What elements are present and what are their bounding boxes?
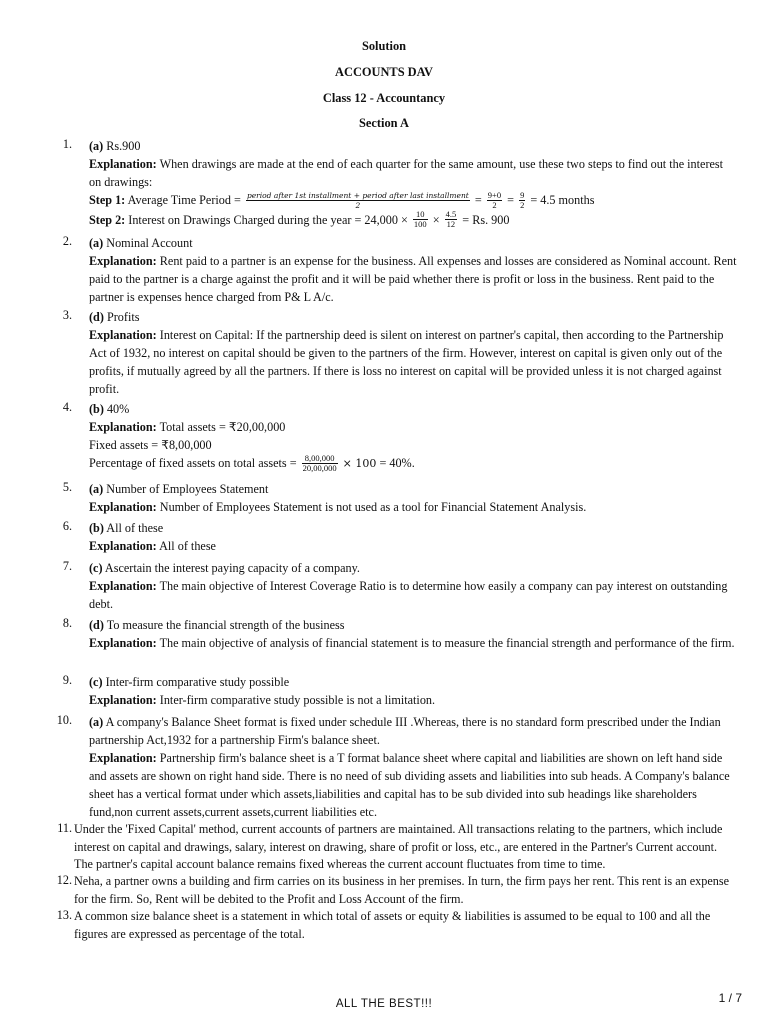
answer-text: Inter-firm comparative study possible: [105, 675, 290, 689]
answer-text: Profits: [106, 310, 140, 324]
explanation-text: Inter-firm comparative study possible is not a limitation.: [159, 693, 436, 707]
fraction-denominator: 2: [520, 199, 525, 210]
answer-text: Ascertain the interest paying capacity of a company.: [104, 561, 360, 575]
times-sign: ×: [432, 212, 440, 227]
answer-line: [89, 673, 737, 691]
school-name: ACCOUNTS DAV: [335, 65, 433, 79]
times-hundred: × 100: [342, 457, 377, 470]
explanation-text: Partnership firm's balance sheet is a T format balance sheet where capital and liabilities are shown on left hand side and assets are shown on right hand side. There is no need of sub dividing assets and liabilities into sub heads. A Company's balance sheet has a vertical format under which assets,liabilities and capital has to be sub divided into sub headings like shareholders fund,non current assets,current assets,current liabilities etc.: [89, 751, 730, 819]
answer-line: [89, 308, 737, 326]
step-1-line: [89, 191, 737, 211]
answer-text: All of these: [106, 521, 164, 535]
answer-line: [89, 137, 737, 155]
fraction-numerator: 9: [520, 189, 525, 200]
explanation-label: Explanation:: [89, 693, 157, 707]
answer-option: (c): [89, 561, 103, 575]
question-number: 7.: [62, 559, 72, 573]
fraction-denominator: 20,00,000: [302, 462, 337, 473]
answer-option: (a): [89, 236, 104, 250]
answer-line: [89, 713, 737, 749]
answer-line: [89, 559, 737, 577]
explanation-label: Explanation:: [89, 328, 157, 342]
fraction-numerator: 9+0: [487, 189, 502, 200]
explanation-label: Explanation:: [89, 157, 157, 171]
explanation-label: Explanation:: [89, 636, 157, 650]
fraction-denominator: 2: [492, 199, 497, 210]
section-heading: Section A: [359, 116, 409, 130]
class-title: Class 12 - Accountancy: [322, 91, 446, 105]
answer-text: A common size balance sheet is a statement in which total of assets or equity & liabilities is assumed to be equal to 100 and all the figures are expressed as percentage of the total.: [74, 909, 711, 941]
explanation-text: The main objective of Interest Coverage Ratio is to determine how easily a company can pay interest on outstanding debt.: [89, 579, 728, 611]
explanation: [89, 326, 737, 398]
question-number: 8.: [62, 616, 72, 630]
fraction-denominator: 12: [446, 219, 456, 230]
explanation-text: Rent paid to a partner is an expense for the business. All expenses and losses are considered as Nominal account. Rent paid to the partner is a charge against the profit and it will be paid whether there is profit or loss in the business. Rent paid to the partner is expenses hence charged from P& L A/c.: [89, 254, 737, 304]
step-1-fraction: [246, 191, 470, 210]
fixed-assets-line: Fixed assets = ₹8,00,000: [89, 438, 212, 452]
step-1-text: Average Time Period =: [127, 193, 241, 207]
fraction-numerator: 10: [413, 210, 428, 220]
explanation-text: The main objective of analysis of financial statement is to measure the financial strength and performance of the firm.: [159, 636, 735, 650]
answer-option: (d): [89, 618, 104, 632]
percentage-text: Percentage of fixed assets on total assets =: [89, 456, 297, 470]
question-number: 9.: [62, 673, 72, 687]
answer-text: Rs.900: [106, 139, 141, 153]
answer-option: (a): [89, 482, 104, 496]
explanation: [89, 537, 737, 555]
answer-text: Nominal Account: [106, 236, 193, 250]
question-number: 6.: [62, 519, 72, 533]
footer-message: ALL THE BEST!!!: [335, 998, 433, 1010]
explanation: [89, 498, 737, 516]
explanation-text: When drawings are made at the end of each quarter for the same amount, use these two steps to find out the interest on drawings:: [89, 157, 724, 189]
explanation: [89, 252, 737, 306]
question-number: 10.: [56, 713, 72, 727]
answer-option: (a): [89, 715, 104, 729]
fraction-numerator: 8,00,000: [302, 454, 338, 464]
answer-text: Neha, a partner owns a building and firm carries on its business in her premises. In turn, the firm pays her rent. This rent is an expense for the firm. So, Rent will be debited to the Profit and Loss Account of the firm.: [74, 874, 730, 906]
step-1-fraction-3: [519, 191, 525, 210]
question-number: 12.: [56, 873, 72, 887]
answer-line: [89, 616, 737, 634]
total-assets-line: Total assets = ₹20,00,000: [159, 420, 286, 434]
answer-option: (b): [89, 521, 104, 535]
explanation-label: Explanation:: [89, 500, 157, 514]
solution-heading: Solution: [361, 39, 407, 53]
step-2-text: Interest on Drawings Charged during the year = 24,000 ×: [128, 212, 408, 227]
percentage-line: [89, 454, 737, 474]
explanation: [89, 691, 737, 709]
explanation-text: Interest on Capital: If the partnership deed is silent on interest on partner's capital, then according to the Partnership Act of 1932, no interest on capital should be given to the partners of the firm. However, interest on capital is given only out of the profits, if mutually agreed by all the partners. If there is loss no interest on capital will be provided unless it is not charged against profit.: [89, 328, 724, 396]
question-number: 5.: [62, 480, 72, 494]
fraction-numerator: 4.5: [445, 209, 457, 220]
explanation-label: Explanation:: [89, 539, 157, 553]
explanation-text: Number of Employees Statement is not used as a tool for Financial Statement Analysis.: [159, 500, 587, 514]
explanation: [89, 749, 737, 821]
answer-option: (d): [89, 310, 104, 324]
equals-sign: =: [474, 193, 482, 207]
answer-text: A company's Balance Sheet format is fixed under schedule III .Whereas, there is no standard form prescribed under the Indian partnership Act,1932 for a partnership Firm's balance sheet.: [89, 715, 721, 747]
explanation: [89, 155, 737, 191]
step-2-line: [89, 211, 737, 231]
fraction-denominator: 100: [413, 219, 427, 230]
answer-text: To measure the financial strength of the business: [106, 618, 345, 632]
step-2-fraction-2: [445, 210, 458, 229]
explanation: [89, 418, 737, 436]
answer-line: [89, 519, 737, 537]
answer-line: [89, 234, 737, 252]
explanation-label: Explanation:: [89, 579, 157, 593]
fraction-denominator: 2: [355, 200, 361, 210]
percentage-fraction: [302, 454, 338, 473]
question-number: 13.: [56, 908, 72, 922]
answer-line: [89, 480, 737, 498]
question-number: 4.: [62, 400, 72, 414]
question-number: 2.: [62, 234, 72, 248]
page-number: 1 / 7: [718, 991, 742, 1005]
step-2-result: = Rs. 900: [462, 212, 510, 227]
explanation-label: Explanation:: [89, 254, 157, 268]
answer-option: (b): [89, 402, 104, 416]
equals-sign: =: [507, 193, 515, 207]
step-1-label: Step 1:: [89, 193, 126, 207]
question-number: 3.: [62, 308, 72, 322]
answer-text: Under the 'Fixed Capital' method, current accounts of partners are maintained. All transactions relating to the partners, which include interest on capital and drawings, salary, interest on drawing, share of profit or loss, etc., are entered in the Partner's Current account. The partner's capital account balance remains fixed whereas the current account fluctuates from time to time.: [74, 822, 723, 871]
explanation-label: Explanation:: [89, 420, 157, 434]
question-number: 1.: [62, 137, 72, 151]
step-2-fraction-1: [413, 210, 428, 229]
answer-option: (a): [89, 139, 104, 153]
explanation-text: All of these: [159, 539, 216, 553]
answer-text: 40%: [106, 402, 130, 416]
explanation: [89, 634, 737, 652]
explanation-label: Explanation:: [89, 751, 157, 765]
step-1-fraction-2: [487, 191, 502, 210]
explanation: [89, 577, 737, 613]
question-number: 11.: [57, 821, 72, 835]
answer-text: Number of Employees Statement: [106, 482, 269, 496]
fraction-numerator: period after 1st installment + period after last installment: [246, 190, 469, 200]
step-2-label: Step 2:: [89, 212, 126, 227]
percentage-result: = 40%.: [379, 456, 415, 470]
step-1-result: = 4.5 months: [530, 193, 595, 207]
answer-line: [89, 400, 737, 418]
answer-option: (c): [89, 675, 103, 689]
